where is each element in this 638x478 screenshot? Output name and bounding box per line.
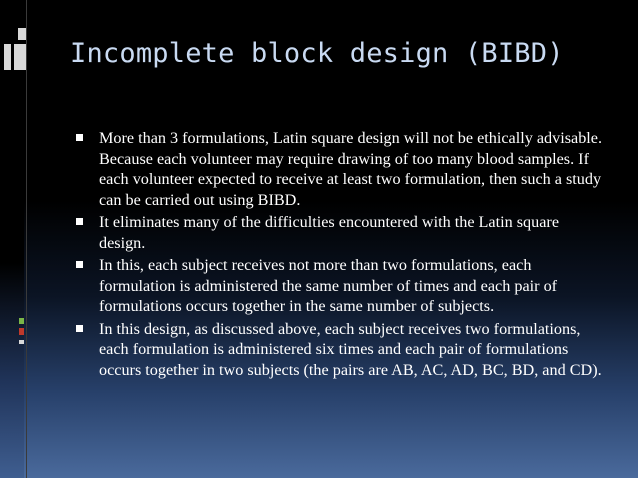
decorative-green-mark [19,318,24,324]
decorative-block [4,44,11,70]
vertical-divider [26,0,27,478]
square-bullet-icon [76,261,83,268]
decorative-block [19,340,24,344]
square-bullet-icon [76,325,83,332]
decorative-block [14,44,26,70]
decorative-red-mark [19,328,24,335]
bullet-item [76,128,606,210]
square-bullet-icon [76,218,83,225]
bullet-text: In this, each subject receives not more than two formulations, each formulation is administered the same number of times and each pair of formulations occurs together in the same number of subjects. [99,256,558,315]
bullet-item [76,212,606,253]
bullet-text: More than 3 formulations, Latin square design will not be ethically advisable. Because each volunteer may require drawing of too many blood samples. If each volunteer expected to receive at least two formulation, then such a study can be carried out using BIBD. [99,129,603,209]
slide-title: Incomplete block design (BIBD) [70,38,564,69]
bullet-text: It eliminates many of the difficulties encountered with the Latin square design. [99,213,559,252]
bullet-list [76,128,606,382]
bullet-text: In this design, as discussed above, each subject receives two formulations, each formulation is administered six times and each pair of formulations occurs together in two subjects (the pairs are AB, AC, AD, BC, BD, and CD). [99,319,602,379]
bullet-item [76,319,606,381]
square-bullet-icon [76,134,83,141]
decorative-block [18,28,26,40]
left-decorative-strip [0,0,24,478]
bullet-item [76,255,606,317]
